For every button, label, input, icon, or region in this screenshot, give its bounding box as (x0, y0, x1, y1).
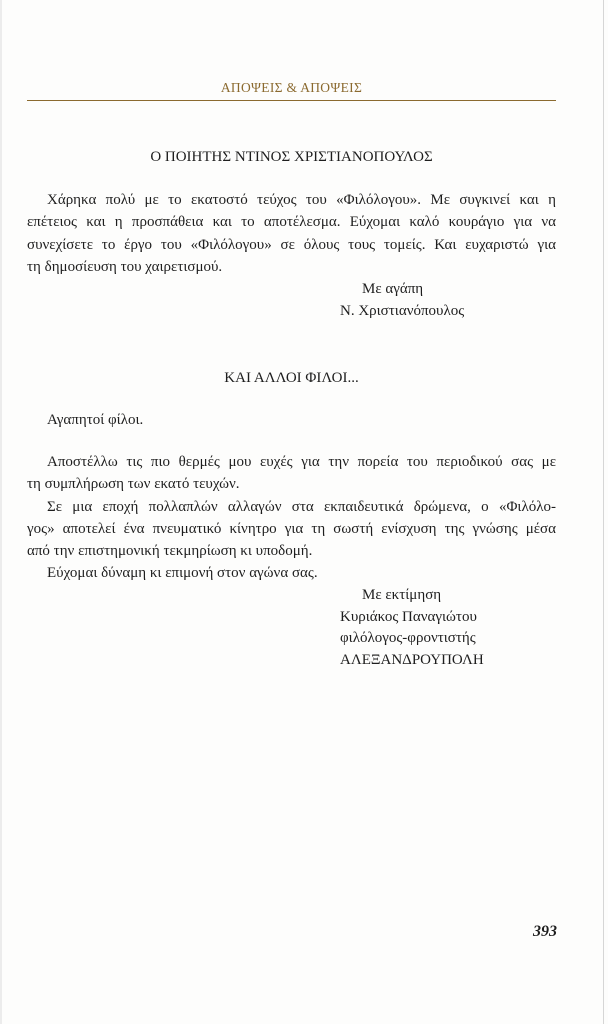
signature-line: Κυριάκος Παναγιώτου (340, 608, 477, 625)
header-rule (27, 100, 556, 101)
salutation: Αγαπητοί φίλοι. (47, 412, 144, 428)
body-line: Σε μια εποχή πολλαπλών αλλαγών στα εκπαιδευτικά δρώμενα, ο «Φιλόλο- (47, 498, 556, 515)
body-line: Χάρηκα πολύ με το εκατοστό τεύχος του «Φιλόλογου». Με συγκινεί και η (47, 192, 556, 208)
signature-line: ΑΛΕΞΑΝΔΡΟΥΠΟΛΗ (340, 652, 484, 669)
body-line: συνεχίσετε το έργο του «Φιλόλογου» σε όλους τους τομείς. Και ευχαριστώ για (27, 236, 556, 253)
signature-line: φιλόλογος-φροντιστής (340, 630, 476, 647)
page-number: 393 (533, 923, 557, 940)
signature-block (340, 585, 484, 672)
closing: Με εκτίμηση (362, 587, 442, 603)
signature-line: Ν. Χριστιανόπουλος (340, 302, 465, 319)
body-line: Εύχομαι δύναμη κι επιμονή στον αγώνα σας. (47, 565, 318, 582)
body-line: Αποστέλλω τις πιο θερμές μου ευχές για την πορεία του περιοδικού σας με (47, 454, 556, 470)
closing: Με αγάπη (362, 281, 424, 297)
body-line: επέτειος και η προσπάθεια και το αποτέλεσμα. Εύχομαι καλό κουράγιο για να (27, 214, 556, 231)
body-line: γος» αποτελεί ένα πνευματικό κίνητρο για τη σωστή ενίσχυση της γνώσης μέσα (27, 520, 556, 537)
running-header: ΑΠΟΨΕΙΣ & ΑΠΟΨΕΙΣ (220, 80, 363, 95)
letter-body (27, 189, 556, 279)
scan-edge-right (603, 0, 604, 1024)
scan-edge-left (0, 0, 2, 1024)
body-line: από την επιστημονική τεκμηρίωση κι υποδομή. (27, 543, 313, 560)
signature-block (340, 279, 464, 322)
letter-title: Ο ΠΟΙΗΤΗΣ ΝΤΙΝΟΣ ΧΡΙΣΤΙΑΝΟΠΟΥΛΟΣ (150, 149, 433, 165)
body-line: τη συμπλήρωση των εκατό τευχών. (27, 476, 240, 493)
letter-title: ΚΑΙ ΑΛΛΟΙ ΦΙΛΟΙ... (224, 370, 359, 386)
letter-body (27, 451, 556, 585)
body-line: τη δημοσίευση του χαιρετισμού. (27, 259, 223, 276)
